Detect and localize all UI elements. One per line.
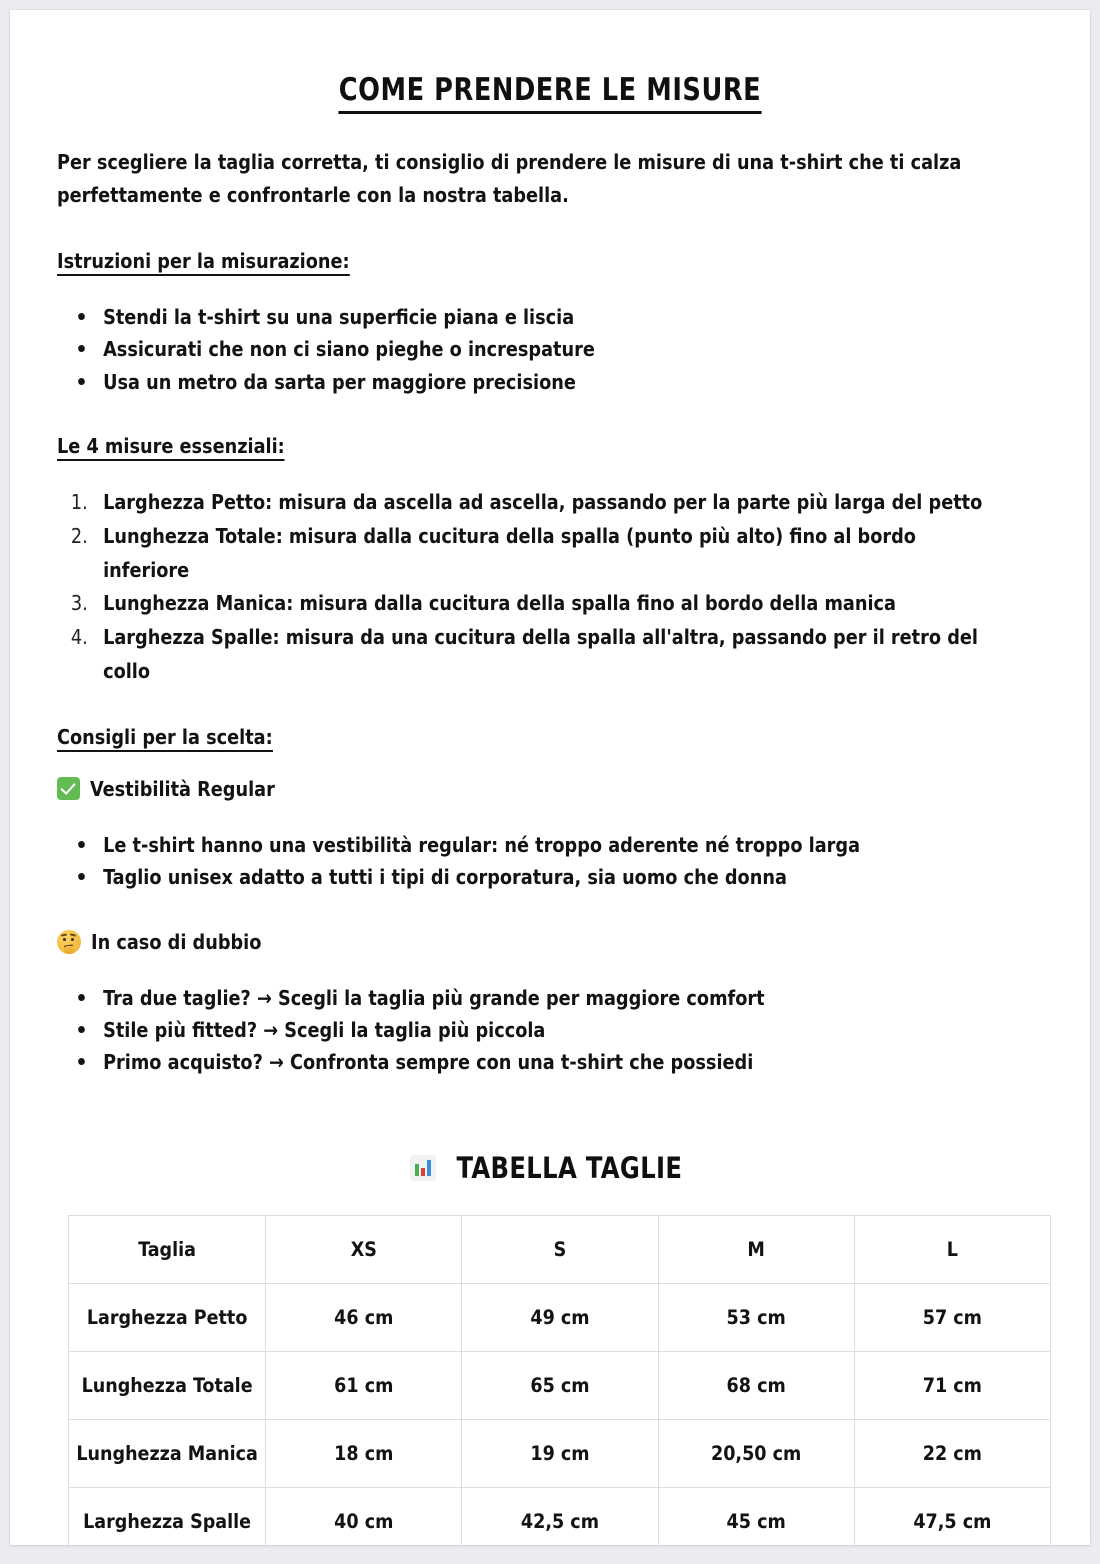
measures-heading: Le 4 misure essenziali:: [57, 434, 1004, 458]
size-table: [68, 1215, 1051, 1545]
intro-paragraph: Per scegliere la taglia corretta, ti consiglio di prendere le misure di una t-shirt che ti calza perfettamente e confrontarle con la nostra tabella.: [57, 150, 962, 208]
list-item: Stendi la t-shirt su una superficie piana e liscia: [57, 301, 1004, 333]
table-header-cell: XS: [266, 1215, 462, 1283]
table-cell: 22 cm: [854, 1419, 1050, 1487]
size-table-title-text: TABELLA TAGLIE: [456, 1150, 682, 1185]
table-row-label: Larghezza Spalle: [69, 1487, 266, 1545]
table-header-cell: S: [462, 1215, 658, 1283]
table-cell: 19 cm: [462, 1419, 658, 1487]
bullet-dot-icon: [78, 378, 85, 385]
table-cell: 20,50 cm: [658, 1419, 854, 1487]
white-check-mark-icon: [57, 777, 80, 800]
list-number: 1.: [70, 489, 88, 514]
document-content: [57, 10, 1043, 1545]
doubt-list: [57, 982, 1043, 1079]
table-row: [69, 1283, 1051, 1351]
list-item: Taglio unisex adatto a tutti i tipi di corporatura, sia uomo che donna: [57, 861, 1004, 893]
list-item: Stile più fitted? → Scegli la taglia più piccola: [57, 1014, 1004, 1046]
table-header-cell: L: [854, 1215, 1050, 1283]
list-item: Usa un metro da sarta per maggiore precisione: [57, 366, 1004, 398]
measures-list: [57, 486, 1043, 689]
table-row-label: Lunghezza Manica: [69, 1419, 266, 1487]
bullet-dot-icon: [78, 345, 85, 352]
table-row-label: Lunghezza Totale: [69, 1351, 266, 1419]
table-cell: 71 cm: [854, 1351, 1050, 1419]
fit-heading: [57, 777, 1043, 801]
doubt-heading: [57, 930, 1043, 954]
table-row: [69, 1487, 1051, 1545]
list-item: 3. Lunghezza Manica: misura dalla cucitura della spalla fino al bordo della manica: [57, 587, 1004, 621]
bar-chart-icon: [410, 1155, 436, 1181]
table-cell: 53 cm: [658, 1283, 854, 1351]
page-title-text: COME PRENDERE LE MISURE: [339, 72, 761, 114]
fit-heading-label: Vestibilità Regular: [90, 776, 275, 801]
table-row-label: Larghezza Petto: [69, 1283, 266, 1351]
table-cell: 49 cm: [462, 1283, 658, 1351]
table-cell: 68 cm: [658, 1351, 854, 1419]
table-cell: 42,5 cm: [462, 1487, 658, 1545]
table-cell: 61 cm: [266, 1351, 462, 1419]
list-item: 2. Lunghezza Totale: misura dalla cucitura della spalla (punto più alto) fino al bordo inferiore: [57, 520, 1004, 588]
page-title: [96, 10, 1003, 108]
doubt-heading-label: In caso di dubbio: [91, 929, 262, 954]
table-header-cell: Taglia: [69, 1215, 266, 1283]
size-table-title: [57, 1151, 1043, 1185]
table-cell: 40 cm: [266, 1487, 462, 1545]
table-cell: 57 cm: [854, 1283, 1050, 1351]
list-number: 3.: [70, 591, 88, 616]
table-cell: 46 cm: [266, 1283, 462, 1351]
table-cell: 18 cm: [266, 1419, 462, 1487]
advice-heading: Consigli per la scelta:: [57, 725, 1004, 749]
thinking-face-icon: [57, 930, 81, 954]
list-item: Le t-shirt hanno una vestibilità regular: né troppo aderente né troppo larga: [57, 829, 1004, 861]
list-item: 4. Larghezza Spalle: misura da una cucitura della spalla all'altra, passando per il retro del collo: [57, 621, 1004, 689]
bullet-dot-icon: [78, 1058, 85, 1065]
table-cell: 47,5 cm: [854, 1487, 1050, 1545]
bullet-dot-icon: [78, 841, 85, 848]
document-page: [10, 10, 1090, 1545]
table-cell: 45 cm: [658, 1487, 854, 1545]
table-row: [69, 1351, 1051, 1419]
bullet-dot-icon: [78, 313, 85, 320]
instructions-heading: Istruzioni per la misurazione:: [57, 249, 1004, 273]
list-item: Assicurati che non ci siano pieghe o increspature: [57, 333, 1004, 365]
instructions-list: [57, 301, 1043, 398]
bullet-dot-icon: [78, 873, 85, 880]
list-item: Primo acquisto? → Confronta sempre con una t-shirt che possiedi: [57, 1046, 1004, 1078]
list-number: 4.: [70, 625, 88, 650]
list-number: 2.: [70, 523, 88, 548]
bullet-dot-icon: [78, 994, 85, 1001]
list-item: Tra due taglie? → Scegli la taglia più grande per maggiore comfort: [57, 982, 1004, 1014]
list-item: 1. Larghezza Petto: misura da ascella ad ascella, passando per la parte più larga del petto: [57, 486, 1004, 520]
table-header-cell: M: [658, 1215, 854, 1283]
table-header-row: [69, 1215, 1051, 1283]
table-cell: 65 cm: [462, 1351, 658, 1419]
fit-list: [57, 829, 1043, 894]
bullet-dot-icon: [78, 1026, 85, 1033]
table-row: [69, 1419, 1051, 1487]
